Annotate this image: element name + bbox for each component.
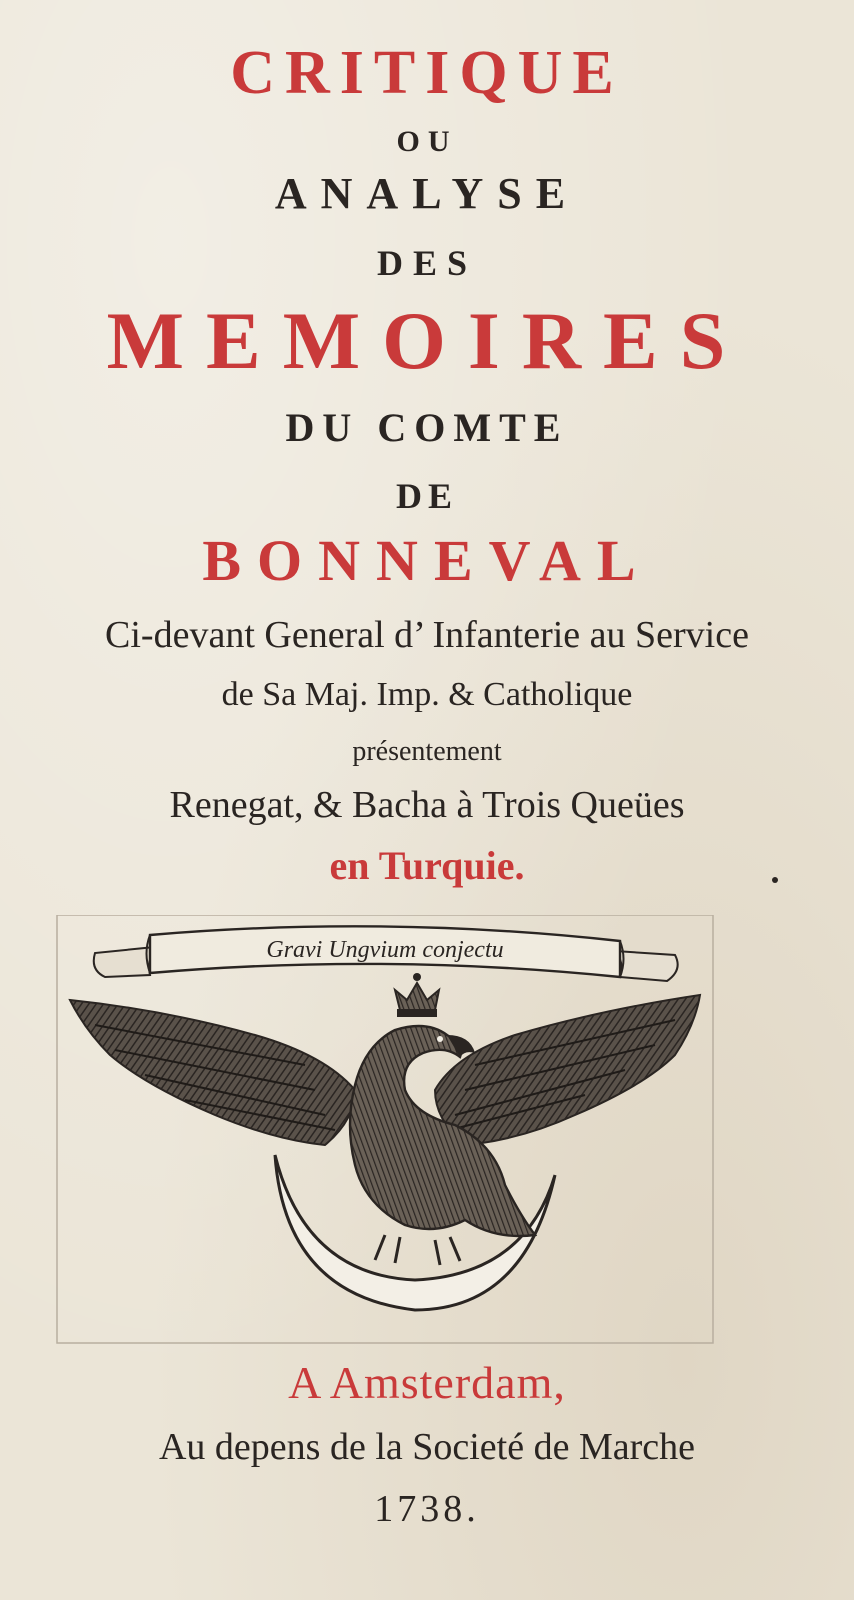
title-critique: CRITIQUE [230,39,624,107]
ink-speck [772,877,778,883]
motto-text: Gravi Ungvium conjectu [266,937,504,963]
eagle-crescent-emblem [55,915,715,1345]
subtitle-en-turquie: en Turquie. [329,843,525,888]
title-ou: OU [396,125,458,158]
subtitle-renegat: Renegat, & Bacha à Trois Queües [169,784,685,826]
motto-banner [94,926,678,981]
imprint-publisher: Au depens de la Societé de Marche [158,1426,695,1468]
imprint-place: A Amsterdam, [288,1357,566,1408]
imprint-year: 1738. [374,1488,480,1530]
title-bonneval: BONNEVAL [202,528,652,593]
crown-icon [395,973,439,1017]
subtitle-ci-devant: Ci-devant General d’ Infanterie au Service [105,614,749,656]
title-de: DE [395,476,458,516]
subtitle-majeste: de Sa Maj. Imp. & Catholique [221,676,633,713]
title-du-comte: DU COMTE [285,405,569,450]
title-memoires: MEMOIRES [106,295,748,386]
title-des: DES [376,243,478,283]
title-analyse: ANALYSE [274,169,580,218]
subtitle-presentement: présentement [352,736,502,767]
